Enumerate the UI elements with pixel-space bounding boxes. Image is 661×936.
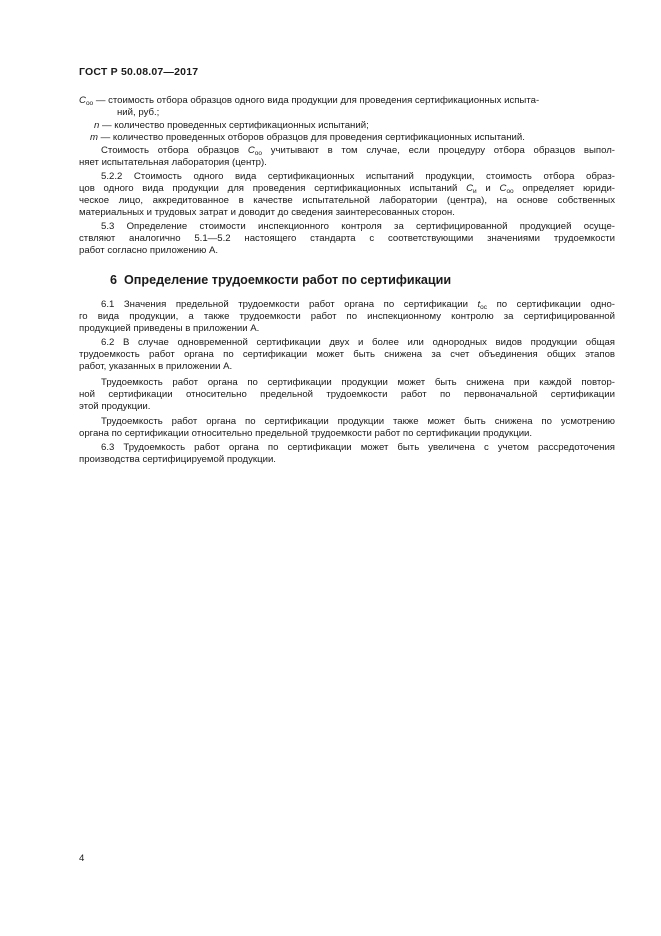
page-number: 4 — [79, 853, 85, 864]
symbol-subscript: оо — [85, 100, 94, 107]
symbol-m: m — [90, 132, 98, 143]
symbol-c: C — [247, 145, 255, 156]
text-run: Стоимость отбора образцов — [101, 145, 248, 156]
text-line: го вида продукции, а также трудоемкости работ по инспекционному контролю за сертифицированной — [79, 310, 615, 322]
text-line: материальных и трудовых затрат и доводит до сведения заинтересованных сторон. — [79, 206, 455, 218]
text-line: производства сертифицируемой продукции. — [79, 453, 276, 465]
text-line: этой продукции. — [79, 400, 151, 412]
symbol-subscript: оо — [506, 187, 514, 195]
definition-n — [94, 120, 369, 132]
symbol-c: C — [466, 182, 474, 194]
text-line: 6.3 Трудоемкость работ органа по сертификации может быть увеличена с учетом рассредоточения — [101, 442, 615, 453]
definition-coo-continuation: ний, руб.; — [117, 107, 160, 118]
symbol-c: C — [79, 95, 86, 106]
definition-m — [90, 132, 525, 144]
definition-text: — количество проведенных отборов образцов для проведения сертификационных испытаний. — [98, 132, 525, 143]
text-run: определяет юриди- — [513, 182, 615, 194]
text-line: 5.2.2 Стоимость одного вида сертификационных испытаний продукции, стоимость отбора образ- — [101, 171, 615, 182]
paragraph-repeat-certification — [79, 377, 615, 413]
text-line: органа по сертификации относительно предельной трудоемкости работ по сертификации продукции. — [79, 427, 533, 439]
text-line: Трудоемкость работ органа по сертификации продукции может быть снижена при каждой повтор- — [101, 377, 615, 388]
paragraph-5-3 — [79, 221, 615, 257]
paragraph-sampling-cost — [79, 145, 615, 169]
text-run: цов одного вида продукции для проведения сертификационных испытаний — [79, 182, 467, 194]
paragraph-5-2-2 — [79, 171, 615, 219]
document-header: ГОСТ Р 50.08.07—2017 — [79, 66, 199, 78]
paragraph-discretion — [79, 416, 615, 440]
text-line: няет испытательная лаборатория (центр). — [79, 156, 267, 168]
text-line: ческое лицо, аккредитованное в качестве испытательной лаборатории (центра), на основе собственных — [79, 194, 615, 206]
text-line: ствляют аналогично 5.1—5.2 настоящего стандарта с соответствующими значениями трудоемкости — [79, 232, 615, 244]
text-run: и — [476, 182, 500, 194]
text-line: 5.3 Определение стоимости инспекционного контроля за сертифицированной продукцией осуще- — [101, 221, 615, 232]
text-run: 6.1 Значения предельной трудоемкости работ органа по сертификации — [101, 299, 478, 310]
text-line: 6.2 В случае одновременной сертификации двух и более или однородных видов продукции общая — [101, 337, 615, 348]
symbol-subscript: ос — [480, 304, 488, 311]
paragraph-6-2 — [79, 337, 615, 373]
text-line: продукцией приведены в приложении А. — [79, 322, 260, 334]
text-line: работ, указанных в приложении А. — [79, 360, 233, 372]
paragraph-6-3 — [79, 442, 615, 466]
section-title: Определение трудоемкости работ по сертификации — [124, 273, 452, 287]
text-line — [79, 145, 615, 157]
section-number: 6 — [110, 273, 118, 287]
text-line: трудоемкость работ органа по сертификации может быть снижена за счет объединения общих этапов — [79, 348, 615, 360]
text-run: по сертификации одно- — [487, 299, 615, 310]
definition-coo — [79, 95, 539, 107]
text-line: Трудоемкость работ органа по сертификации продукции также может быть снижена по усмотрению — [101, 416, 615, 427]
text-line: работ согласно приложению А. — [79, 244, 219, 256]
symbol-t: t — [477, 299, 481, 310]
text-line — [79, 183, 615, 195]
text-line: ной сертификации относительно предельной трудоемкости работ по первоначальной сертификации — [79, 388, 615, 400]
text-line — [79, 299, 615, 311]
definition-text: — количество проведенных сертификационных испытаний; — [99, 120, 369, 131]
symbol-c: C — [499, 182, 507, 194]
symbol-subscript: оо — [254, 150, 262, 157]
paragraph-6-1 — [79, 299, 615, 335]
section-heading — [110, 273, 451, 287]
symbol-n: n — [94, 120, 100, 131]
text-run: учитывают в том случае, если процедуру отбора образцов выпол- — [262, 145, 615, 156]
symbol-subscript: и — [473, 187, 477, 195]
definition-text: — стоимость отбора образцов одного вида продукции для проведения сертификационных испыта- — [93, 95, 540, 106]
